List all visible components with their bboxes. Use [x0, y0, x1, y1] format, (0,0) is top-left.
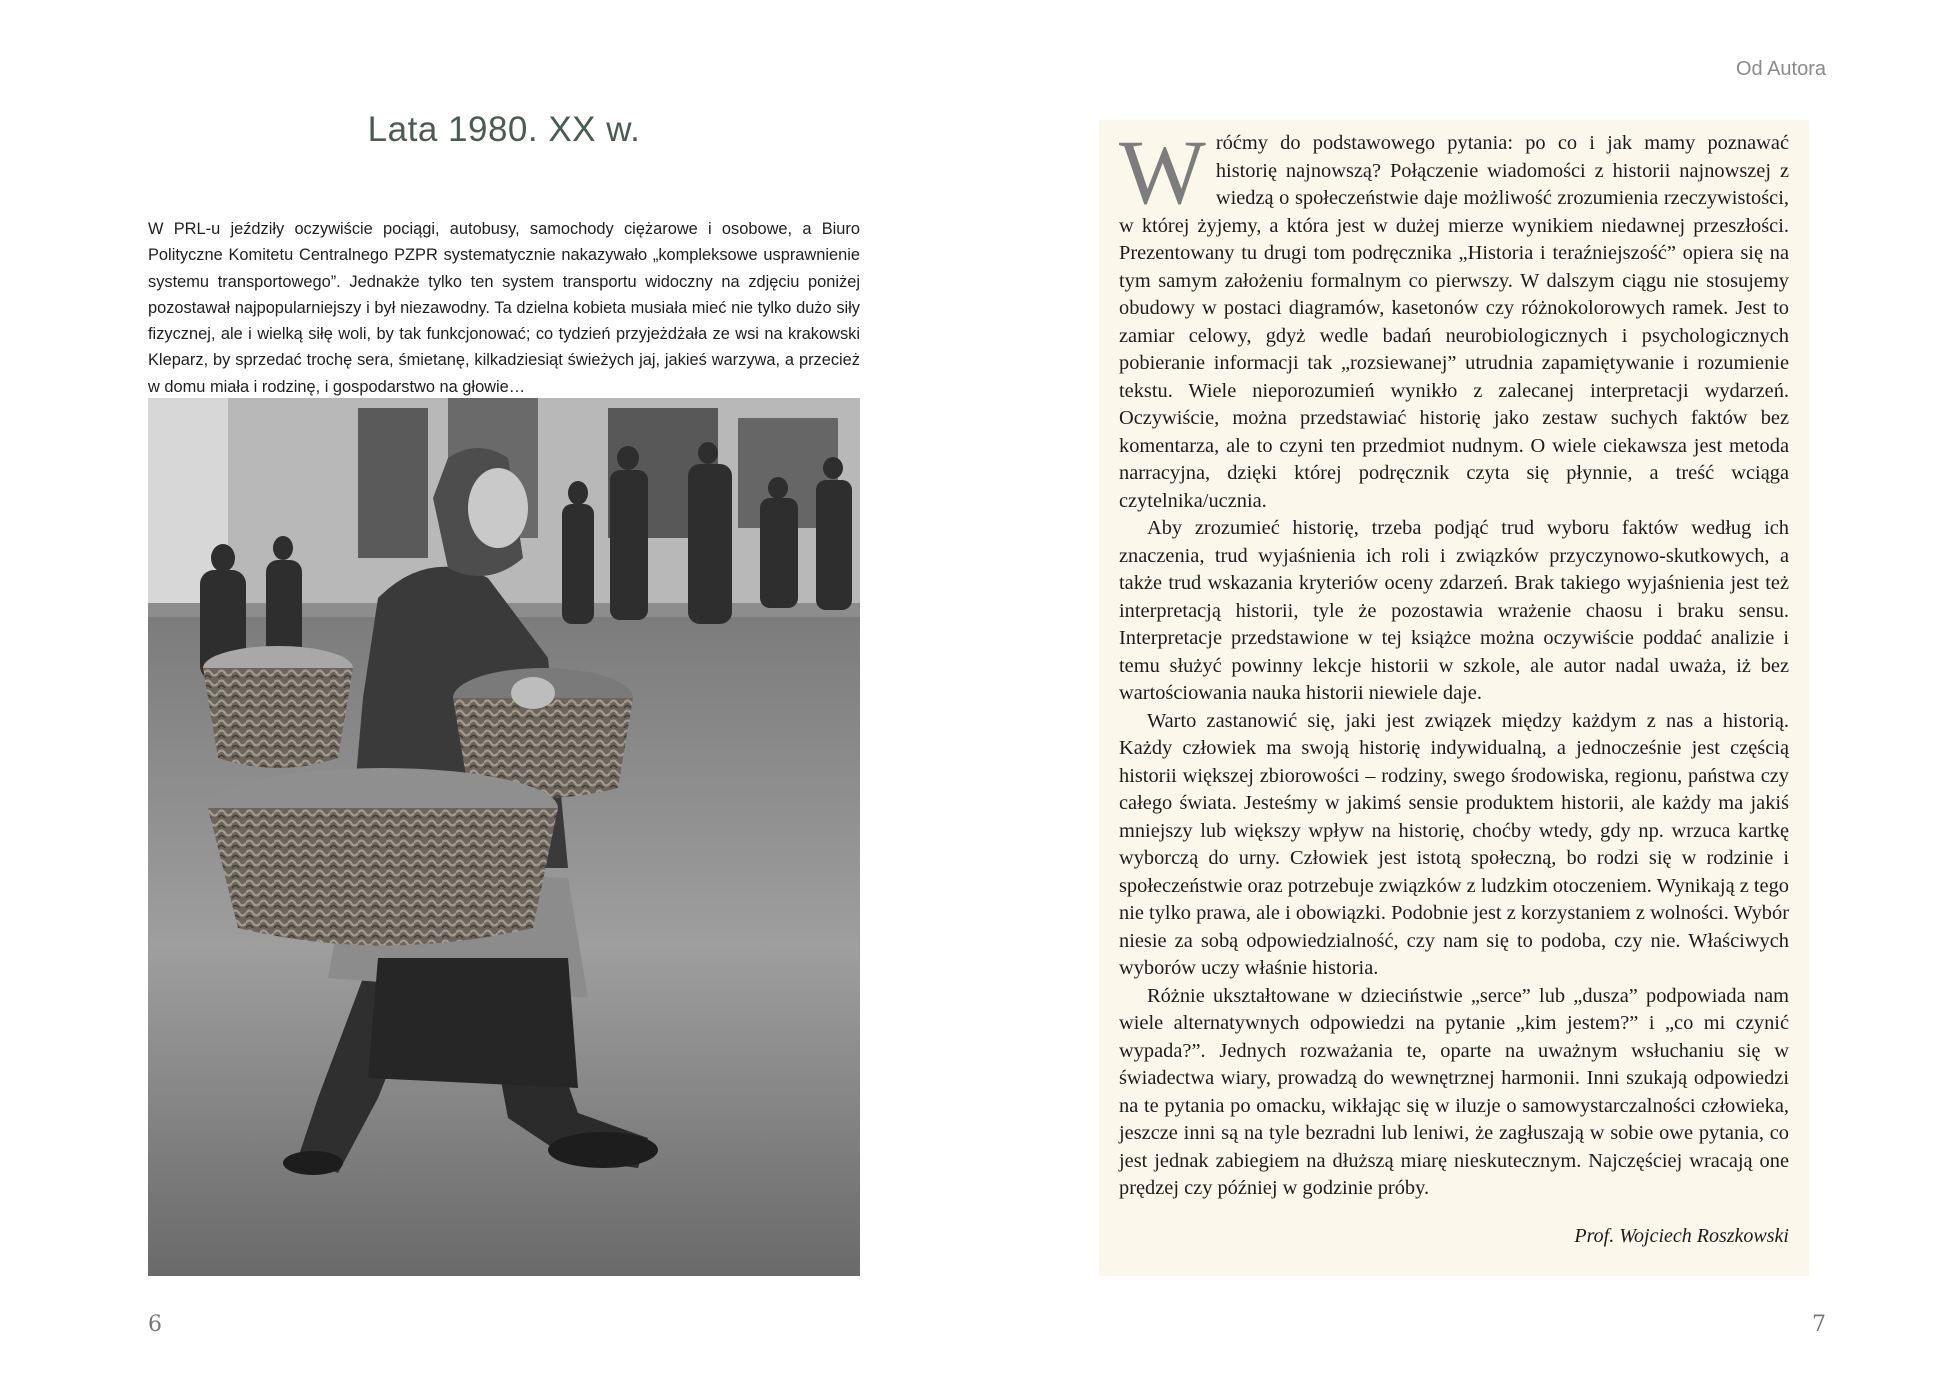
photo-caption: W PRL-u jeździły oczywiście pociągi, autobusy, samochody ciężarowe i osobowe, a Biuro Polityczne Komitetu Centralnego PZPR systematycznie nakazywało „kompleksowe usprawnienie systemu transportowego”. Jednakże tylko ten system transportu widoczny na zdjęciu poniżej pozostawał najpopularniejszy i był niezawodny. Ta dzielna kobieta musiała mieć nie tylko dużo siły fizycznej, ale i wielką siłę woli, by tak funkcjonować; co tydzień przyjeżdżała ze wsi na krakowski Kleparz, by sprzedać trochę sera, śmietanę, kilkadziesiąt świeżych jaj, jakieś warzywa, a przecież w domu miała i rodzinę, i gospodarstwo na głowie…: [148, 220, 860, 396]
paragraph-1-text: róćmy do podstawowego pytania: po co i jak mamy poznawać historię najnowszą? Połączenie wiadomości z historii najnowszej z wiedzą o społeczeństwie daje możliwość zrozumienia rzeczywistości, w której żyjemy, a która jest w dużej mierze wynikiem niedawnej przeszłości. Prezentowany tu drugi tom podręcznika „Historia i teraźniejszość” opiera się na tym samym założeniu formalnym co pierwszy. W dalszym ciągu nie stosujemy obudowy w postaci diagramów, kasetonów czy różnokolorowych ramek. Jest to zamiar celowy, gdyż wedle badań neurobiologicznych i psychologicznych pobieranie informacji tak „rozsiewanej” utrudnia zapamiętywanie i rozumienie tekstu. Wiele nieporozumień wynikło z zalecanej interpretacji wydarzeń. Oczywiście, można przedstawiać historię jako zestaw suchych faktów bez komentarza, ale to czyni ten przedmiot nudnym. O wiele ciekawsza jest metoda narracyjna, dzięki której podręcznik czyta się płynnie, a treść wciąga czytelnika/ucznia.: [1119, 132, 1789, 512]
right-page: [975, 0, 1949, 1388]
author-note-text: [1119, 121, 1789, 1203]
running-head: Od Autora: [1735, 58, 1826, 80]
archival-photo-woman-with-baskets: [148, 398, 860, 1276]
page-number: 6: [148, 1312, 162, 1337]
author-note-box: [1099, 120, 1809, 1276]
paragraph-2: Aby zrozumieć historię, trzeba podjąć trud wyboru faktów według ich znaczenia, trud wyjaśnienia ich roli i związków przyczynowo-skutkowych, a także trud wskazania kryteriów oceny zdarzeń. Brak takiego wyjaśnienia jest też interpretacją historii, tyle że pozostawia wrażenie chaosu i braku sensu. Interpretacje przedstawione w tej książce można oczywiście poddać analizie i temu służyć powinny lekcje historii w szkole, ale autor nadal uważa, iż bez wartościowania nauka historii niewiele daje.: [1119, 517, 1789, 704]
paragraph-4: Różnie ukształtowane w dzieciństwie „serce” lub „dusza” podpowiada nam wiele alternatywnych odpowiedzi na pytanie „kim jestem?” i „co mi czynić wypada?”. Jednych rozważania te, oparte na uważnym wsłuchaniu się w świadectwa wiary, prowadzą do wewnętrznej harmonii. Inni szukają odpowiedzi na te pytania po omacku, wikłając się w iluzje o samowystarczalności człowieka, jeszcze inni są na tyle bezradni lub leniwi, że zagłuszają w sobie owe pytania, co jest jednak zabiegiem na dłuższą miarę nieskutecznym. Najczęściej wracają one prędzej czy później w godzinie próby.: [1119, 984, 1789, 1199]
paragraph-1: [1119, 121, 1789, 515]
drop-cap: W: [1119, 121, 1206, 223]
author-signature: Prof. Wojciech Roszkowski: [1574, 1224, 1789, 1247]
page-number: 7: [1812, 1312, 1826, 1337]
photo-illustration: [148, 398, 860, 1276]
page-title: Lata 1980. XX w.: [367, 110, 641, 149]
paragraph-3: Warto zastanowić się, jaki jest związek między każdym z nas a historią. Każdy człowiek ma swoją historię indywidualną, a jednocześnie jest częścią historii większej zbiorowości – rodziny, swego środowiska, regionu, państwa czy całego świata. Jesteśmy w jakimś sensie produktem historii, ale każdy ma jakiś mniejszy lub większy wpływ na historię, choćby wtedy, gdy np. wrzuca kartkę wyborczą do urny. Człowiek jest istotą społeczną, bo rodzi się w rodzinie i społeczeństwie oraz potrzebuje związków z ludzkim otoczeniem. Wynikają z tego nie tylko prawa, ale i obowiązki. Podobnie jest z korzystaniem z wolności. Wybór niesie za sobą odpowiedzialność, czy nam się to podoba, czy nie. Właściwych wyborów uczy właśnie historia.: [1119, 709, 1789, 979]
